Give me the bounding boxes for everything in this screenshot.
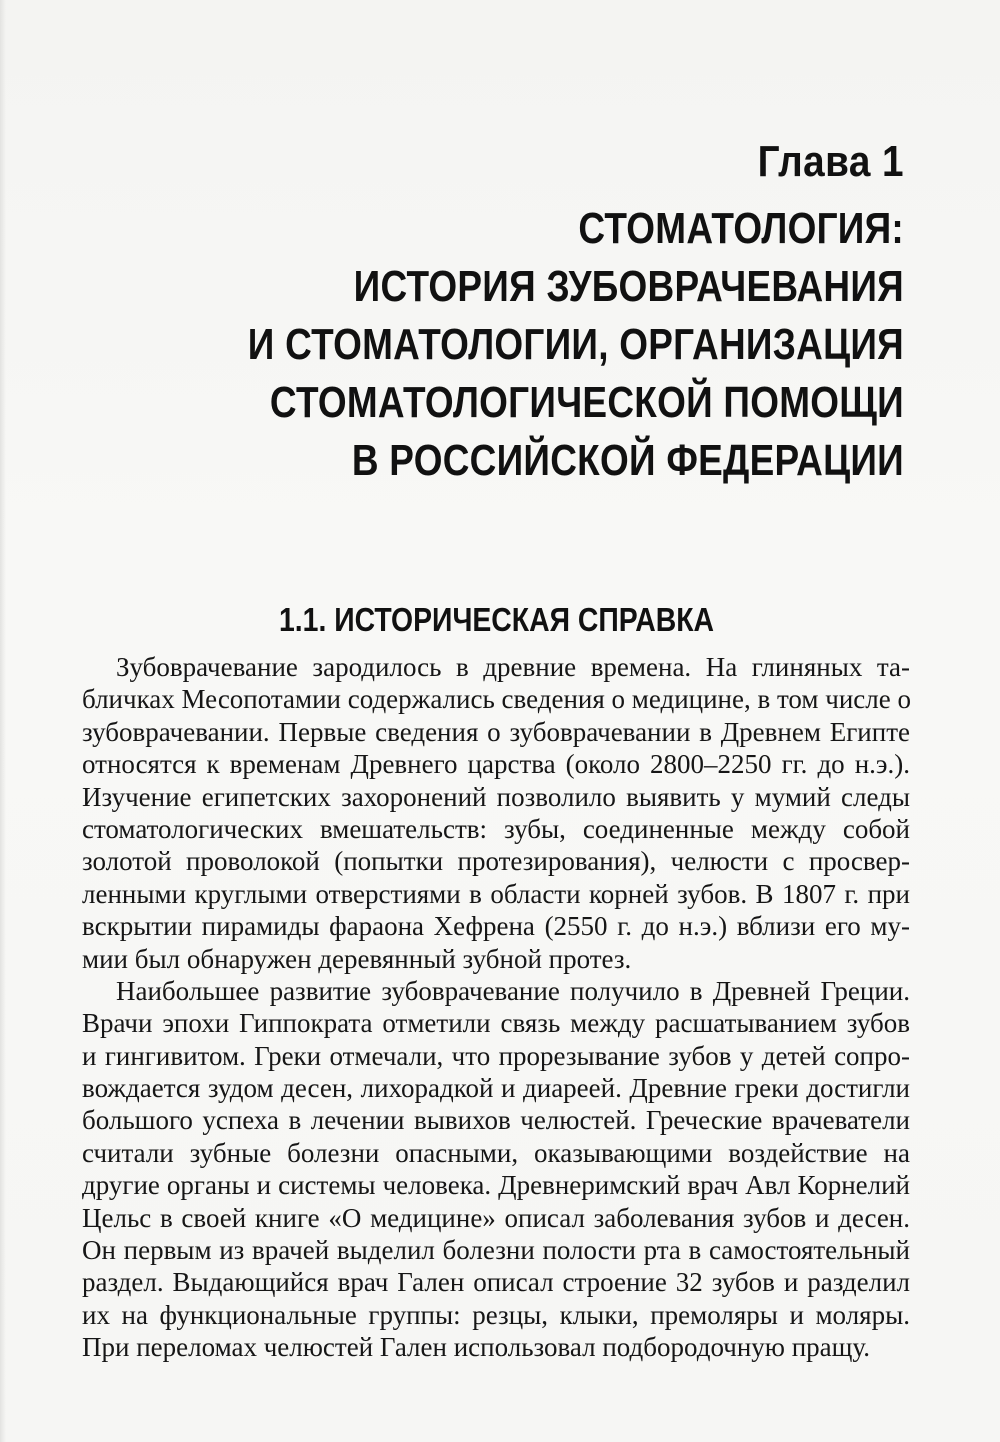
- paragraph: [82, 651, 910, 975]
- chapter-title-line: СТОМАТОЛОГИЯ:: [578, 204, 904, 253]
- text-line: стоматологических вмешательств: зубы, соединенные между собой: [82, 813, 910, 844]
- text-line: золотой проволокой (попытки протезирования), челюсти с просвер-: [82, 846, 910, 877]
- chapter-heading: [44, 132, 904, 490]
- text-line: При переломах челюстей Гален использовал подбородочную пращу.: [82, 1332, 870, 1363]
- text-line: раздел. Выдающийся врач Гален описал строение 32 зубов и разделил: [82, 1267, 910, 1298]
- section-heading: 1.1. ИСТОРИЧЕСКАЯ СПРАВКА: [279, 601, 715, 638]
- chapter-title-line: И СТОМАТОЛОГИИ, ОРГАНИЗАЦИЯ: [247, 320, 904, 369]
- text-line: большого успеха в лечении вывихов челюстей. Греческие врачеватели: [82, 1105, 910, 1136]
- paragraph: [82, 975, 910, 1364]
- text-line: бличках Месопотамии содержались сведения о медицине, в том числе о: [82, 684, 911, 715]
- text-line: мии был обнаружен деревянный зубной протез.: [82, 943, 632, 974]
- text-line: ленными круглыми отверстиями в области корней зубов. В 1807 г. при: [82, 878, 910, 909]
- page-edge-shadow: [0, 0, 6, 1442]
- text-line: Цельс в своей книге «О медицине» описал заболевания зубов и десен.: [82, 1202, 910, 1233]
- text-line: вождается зудом десен, лихорадкой и диареей. Древние греки достигли: [82, 1073, 910, 1104]
- chapter-title-line: ИСТОРИЯ ЗУБОВРАЧЕВАНИЯ: [353, 262, 904, 311]
- text-line: считали зубные болезни опасными, оказывающими воздействие на: [82, 1137, 910, 1168]
- text-line: Наибольшее развитие зубоврачевание получило в Древней Греции.: [116, 975, 910, 1006]
- text-line: Зубоврачевание зародилось в древние времена. На глиняных та-: [116, 652, 910, 682]
- text-line: вскрытии пирамиды фараона Хефрена (2550 г. до н.э.) вблизи его му-: [82, 911, 910, 942]
- text-line: Он первым из врачей выделил болезни полости рта в самостоятельный: [82, 1235, 910, 1266]
- text-line: зубоврачевании. Первые сведения о зубоврачевании в Древнем Египте: [82, 716, 910, 747]
- chapter-title: [44, 200, 904, 490]
- body-text: [82, 651, 910, 1364]
- text-line: их на функциональные группы: резцы, клыки, премоляры и моляры.: [82, 1299, 910, 1330]
- chapter-title-line: СТОМАТОЛОГИЧЕСКОЙ ПОМОЩИ: [269, 378, 904, 427]
- text-line: и гингивитом. Греки отмечали, что прорезывание зубов у детей сопро-: [82, 1040, 910, 1071]
- text-line: относятся к временам Древнего царства (около 2800–2250 гг. до н.э.).: [82, 749, 910, 780]
- text-line: другие органы и системы человека. Древнеримский врач Авл Корнелий: [82, 1170, 910, 1201]
- chapter-title-line: В РОССИЙСКОЙ ФЕДЕРАЦИИ: [351, 436, 904, 485]
- text-line: Врачи эпохи Гиппократа отметили связь между расшатыванием зубов: [82, 1008, 910, 1039]
- text-line: Изучение египетских захоронений позволило выявить у мумий следы: [82, 781, 910, 812]
- chapter-number: Глава 1: [757, 137, 904, 186]
